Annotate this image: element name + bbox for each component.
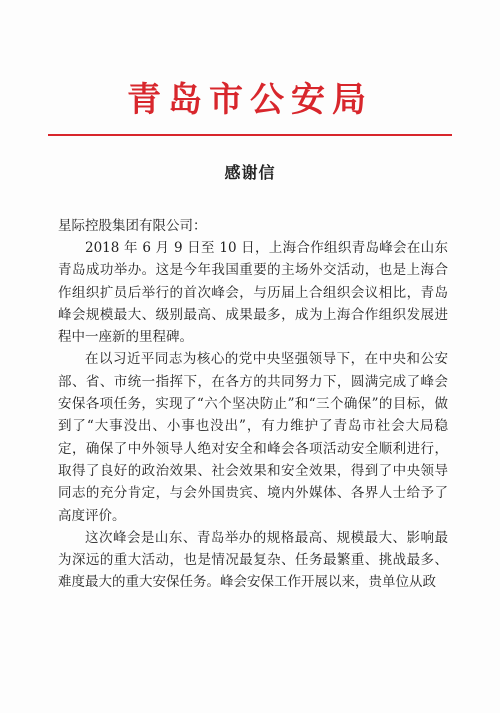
body-paragraph: 在以习近平同志为核心的党中央坚强领导下，在中央和公安部、省、市统一指挥下，在各方的共同努力下，圆满完成了峰会安保各项任务，实现了“六个坚决防止”和“三个确保”的目标，做到了“大事没出、小事也没出”，有力维护了青岛市社会大局稳定，确保了中外领导人绝对安全和峰会各项活动安全顺利进行，取得了良好的政治效果、社会效果和安全效果，得到了中央领导同志的充分肯定，与会外国贵宾、境内外媒体、各界人士给予了高度评价。 [58, 351, 448, 524]
letterhead-divider [48, 134, 452, 136]
letter-recipient: 星际控股集团有限公司： [58, 218, 207, 234]
body-paragraph: 这次峰会是山东、青岛举办的规格最高、规模最大、影响最为深远的重大活动，也是情况最复杂、任务最繁重、挑战最多、难度最大的重大安保任务。峰会安保工作开展以来，贵单位从政 [58, 529, 448, 591]
letter-body [58, 237, 448, 594]
letter-title: 感谢信 [224, 163, 276, 182]
letterhead-title: 青岛市公安局 [127, 80, 373, 120]
body-paragraph: 2018 年 6 月 9 日至 10 日，上海合作组织青岛峰会在山东青岛成功举办。这是今年我国重要的主场外交活动，也是上海合作组织扩员后举行的首次峰会，与历届上合组织会议相比，青岛峰会规模最大、级别最高、成果最多，成为上海合作组织发展进程中一座新的里程碑。 [58, 240, 448, 346]
